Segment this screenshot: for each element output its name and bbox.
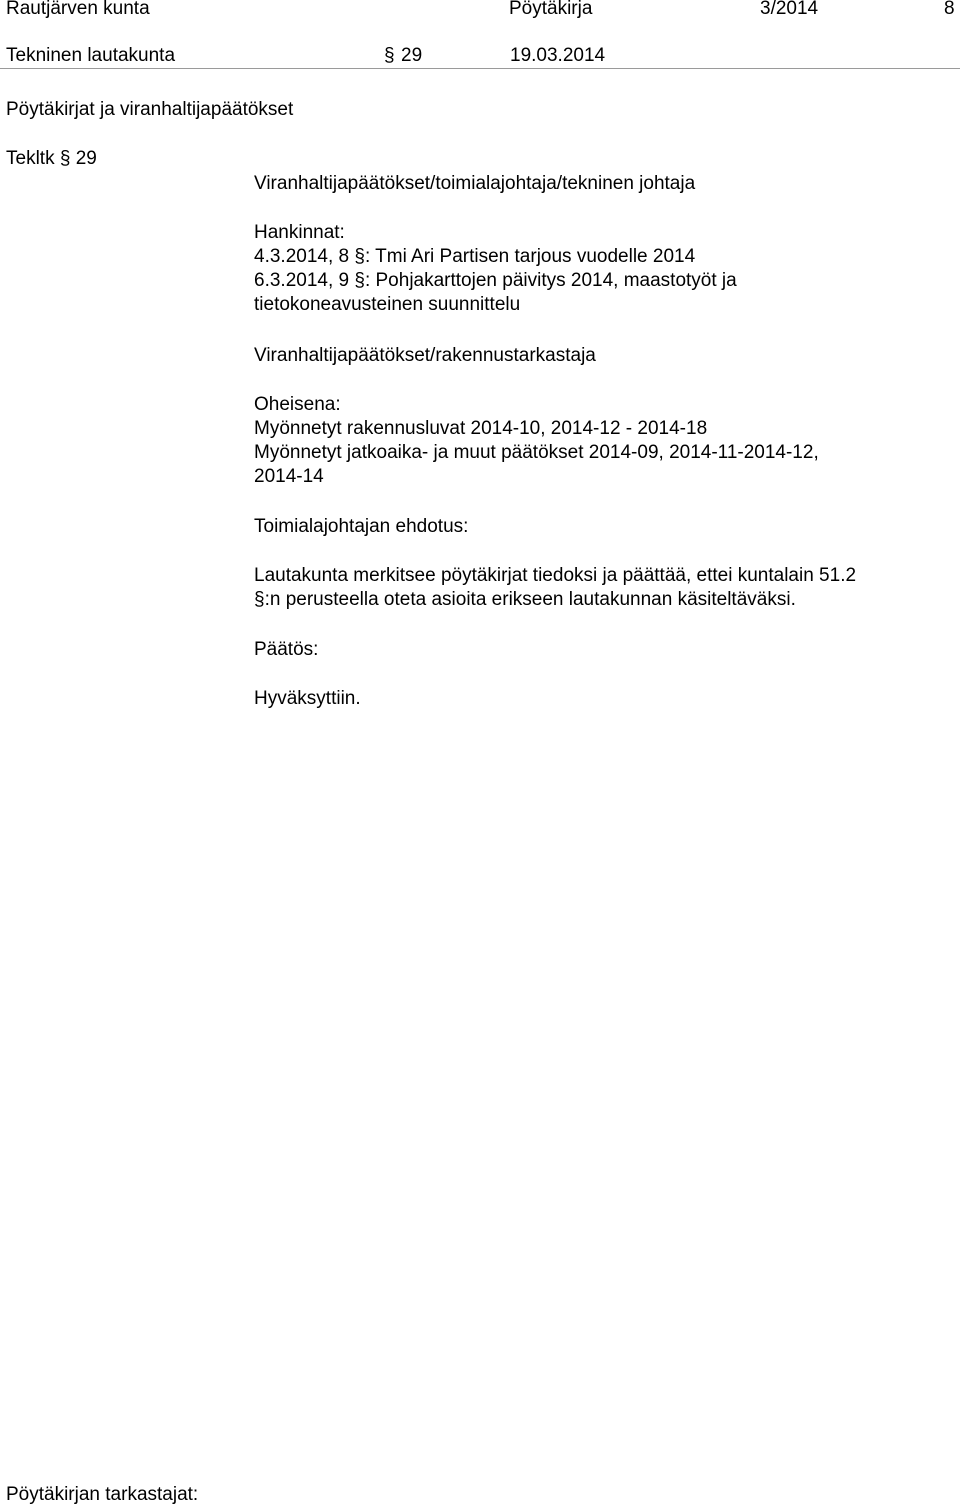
attached-line-3: 2014-14: [254, 466, 324, 487]
procurement-item-2: 6.3.2014, 9 §: Pohjakarttojen päivitys 2014, maastotyöt ja: [254, 270, 737, 291]
attached-block: [254, 393, 944, 489]
decisions-heading-1: Viranhaltijapäätökset/toimialajohtaja/tekninen johtaja: [254, 173, 696, 194]
section-sign-icon: §: [254, 589, 265, 610]
decisions-heading-2: Viranhaltijapäätökset/rakennustarkastaja: [254, 345, 596, 366]
section-reference: [6, 147, 97, 171]
section-sign-icon: §: [354, 270, 365, 291]
decision-label: Päätös:: [254, 639, 319, 660]
section-ref-number: 29: [75, 148, 97, 169]
procurements-label: Hankinnat:: [254, 222, 345, 243]
proposal-line-1: Lautakunta merkitsee pöytäkirjat tiedoksi ja päättää, ettei kuntalain 51.2: [254, 565, 857, 586]
procurement-item-2-continuation: tietokoneavusteinen suunnittelu: [254, 294, 521, 315]
meeting-date: 19.03.2014: [510, 45, 606, 66]
procurements-block: [254, 221, 944, 317]
document-number: 3/2014: [760, 0, 819, 19]
reviewers-label: Pöytäkirjan tarkastajat:: [6, 1484, 199, 1505]
committee-name: Tekninen lautakunta: [6, 45, 176, 66]
attached-line-1: Myönnetyt rakennusluvat 2014-10, 2014-12 - 2014-18: [254, 418, 708, 439]
header-divider: [0, 68, 960, 69]
section-number: 29: [401, 45, 423, 66]
decision-text: Hyväksyttiin.: [254, 688, 361, 709]
attached-line-2: Myönnetyt jatkoaika- ja muut päätökset 2014-09, 2014-11-2014-12,: [254, 442, 819, 463]
section-title: Pöytäkirjat ja viranhaltijapäätökset: [6, 99, 294, 120]
document-type: Pöytäkirja: [509, 0, 593, 19]
section-ref-label: Tekltk: [6, 148, 55, 169]
municipality-name: Rautjärven kunta: [6, 0, 150, 19]
page-number: 8: [944, 0, 955, 19]
section-sign-icon: §: [59, 148, 71, 169]
proposal-text: [254, 564, 944, 612]
proposal-label: Toimialajohtajan ehdotus:: [254, 516, 469, 537]
attached-label: Oheisena:: [254, 394, 341, 415]
procurement-item-1: 4.3.2014, 8 §: Tmi Ari Partisen tarjous vuodelle 2014: [254, 246, 696, 267]
proposal-line-2: §:n perusteella oteta asioita erikseen lautakunnan käsiteltäväksi.: [254, 589, 796, 610]
section-sign-icon: §: [354, 246, 365, 267]
section-sign-icon: §: [384, 45, 395, 66]
